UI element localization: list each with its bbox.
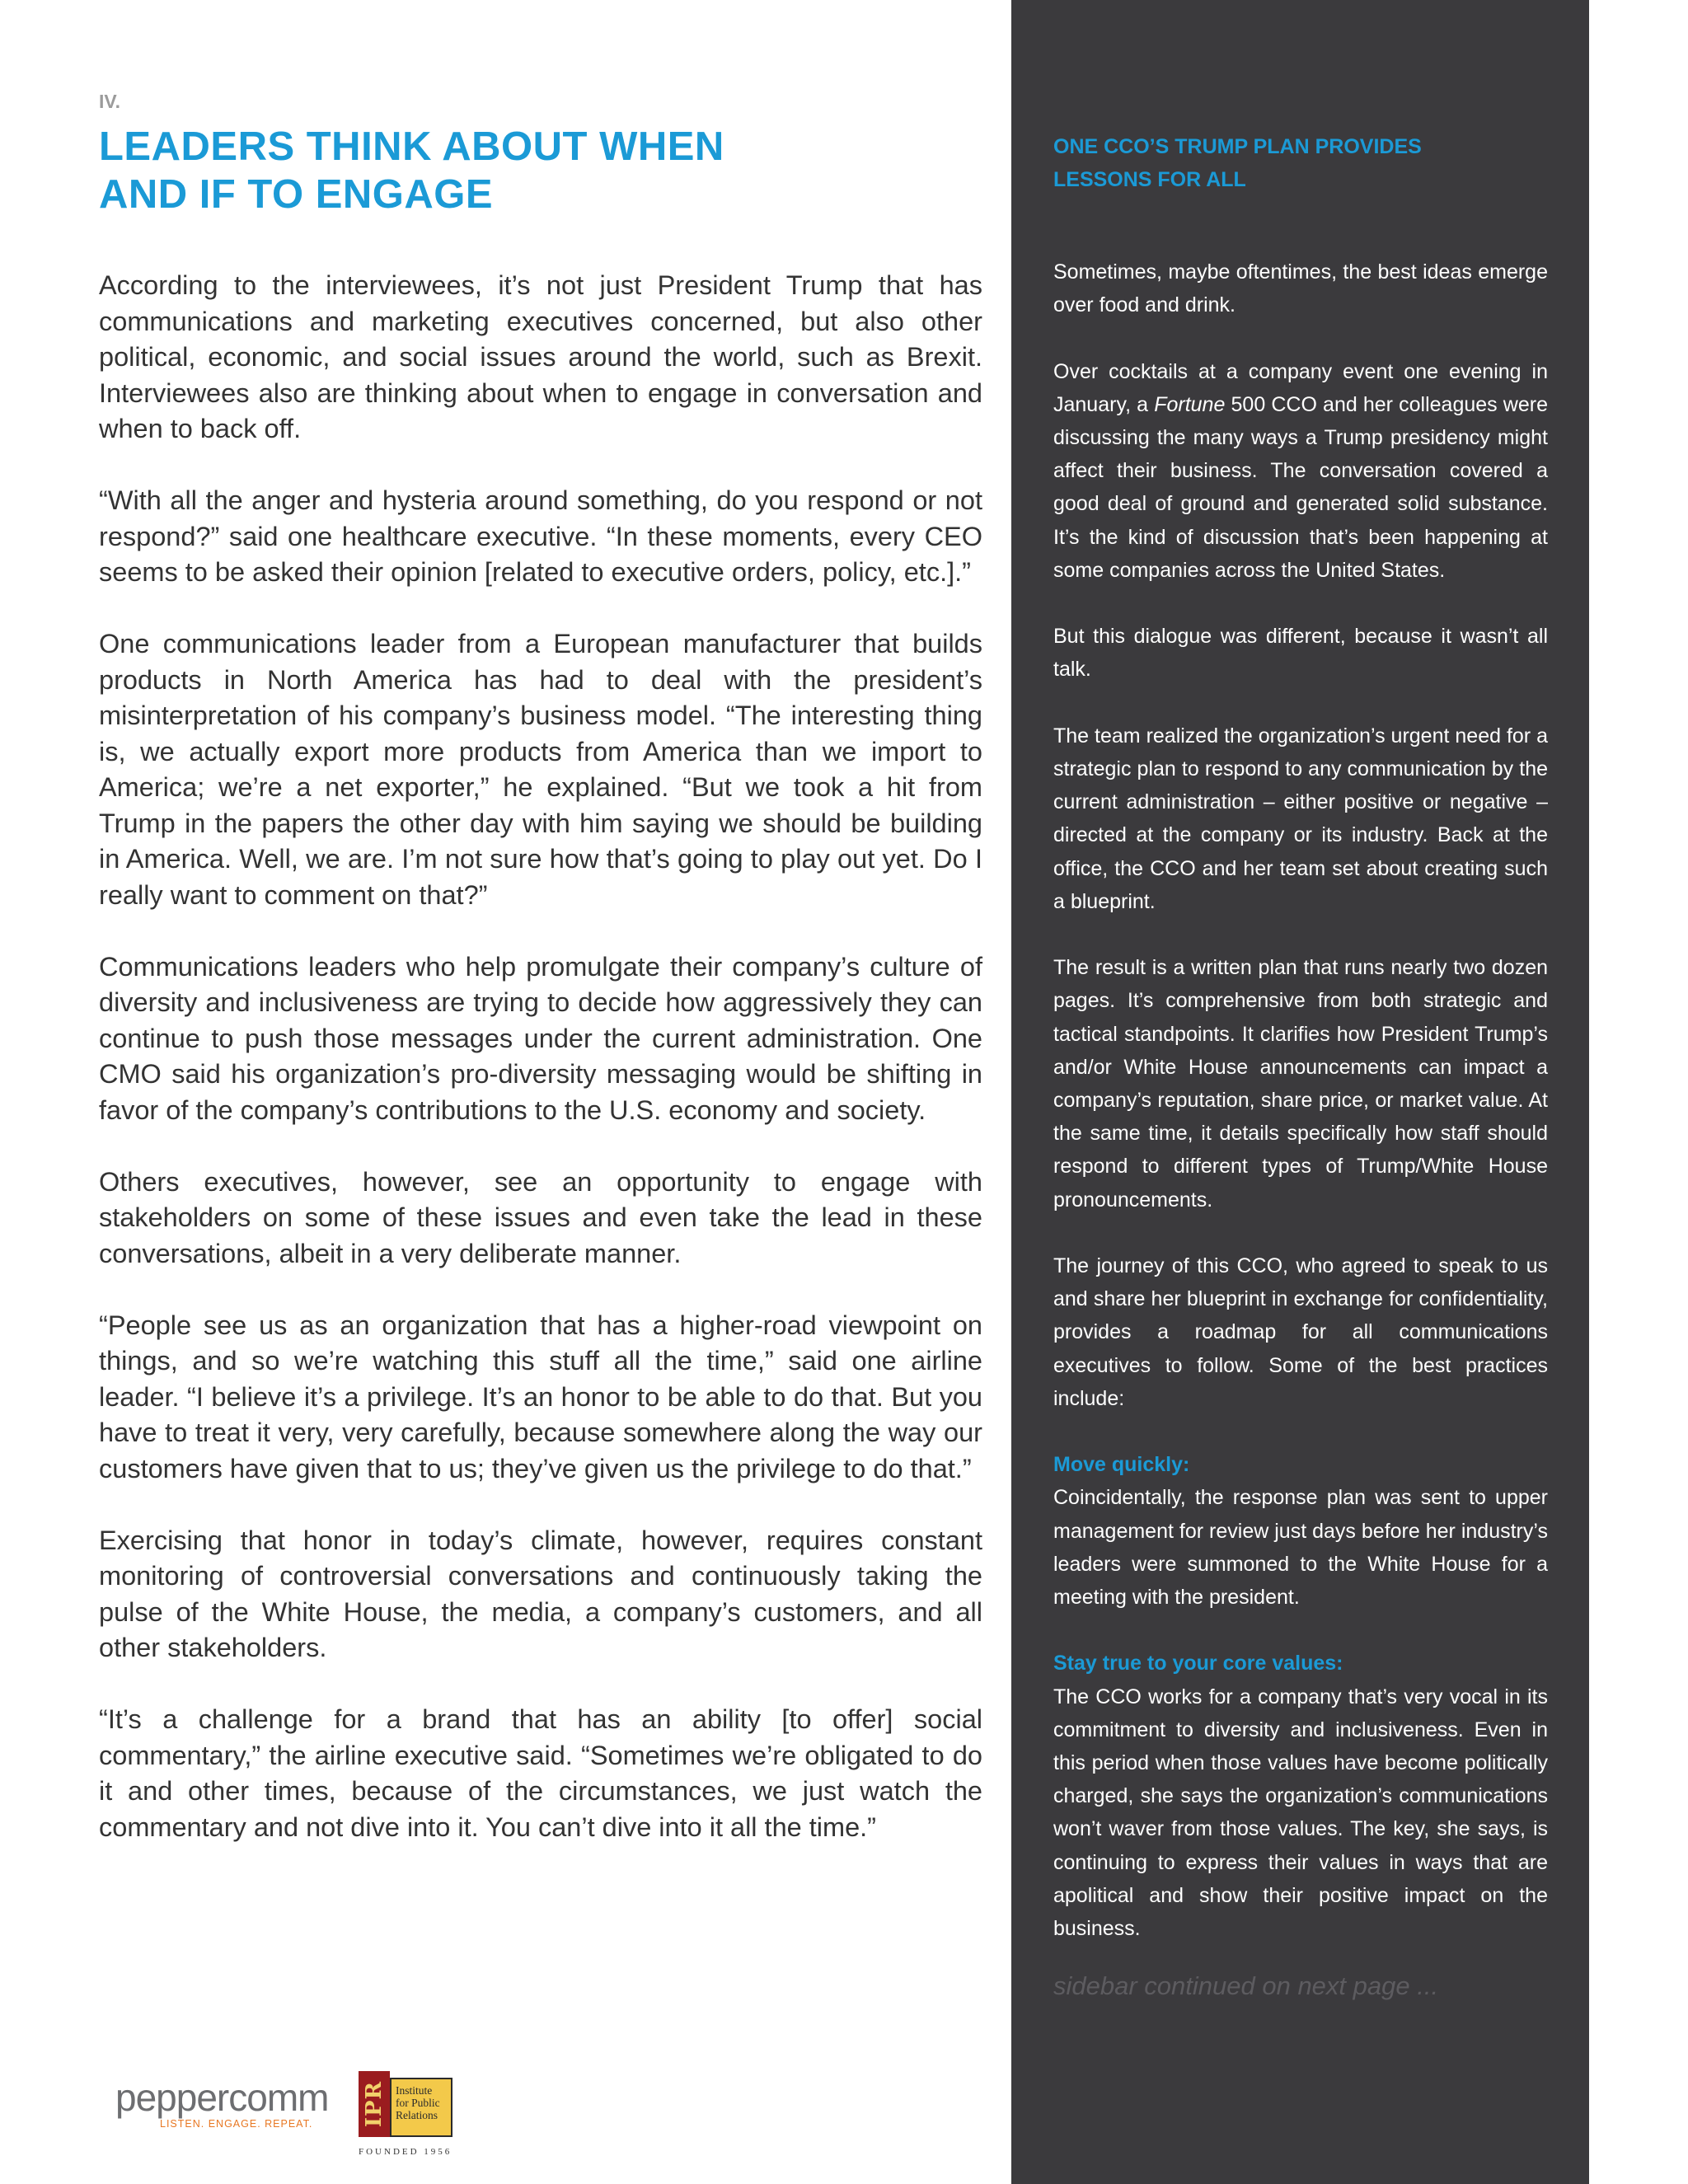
sidebar-subheading: Move quickly:	[1053, 1453, 1190, 1477]
sidebar-paragraph: The journey of this CCO, who agreed to speak to us and share her blueprint in exchange for confidentiality, provides a roadmap for all communications executives to follow. Some of the best practices include:	[1053, 1254, 1548, 1410]
sidebar-subheading: Stay true to your core values:	[1053, 1652, 1343, 1675]
body-paragraph: Exercising that honor in today’s climate, however, requires constant monitoring of controversial conversations and continuously taking the pulse of the White House, the media, a company’s customers, and all other stakeholders.	[99, 1525, 982, 1662]
ipr-name-line2: for Public	[396, 2097, 440, 2109]
sidebar-paragraph	[1053, 355, 1548, 587]
page-title	[99, 123, 982, 218]
page-title-line2: AND IF TO ENGAGE	[99, 172, 494, 217]
peppercomm-wordmark: peppercomm	[115, 2076, 329, 2119]
sidebar-text: 500 CCO and her colleagues were discussing the many ways a Trump presidency might affect their business. The conversation covered a good deal of ground and generated solid substance. It’s the kind of discussion that’s been happening at some companies across the United States.	[1053, 392, 1548, 582]
peppercomm-logo	[115, 2076, 330, 2136]
body-paragraph: “It’s a challenge for a brand that has an ability [to offer] social commentary,” the airline executive said. “Sometimes we’re obligated to do it and other times, because of the circumstances, we just watch the commentary and not dive into it. You can’t dive into it all the time.”	[99, 1704, 982, 1842]
sidebar-text: Over cocktails at a company event one evening in January, a	[1053, 359, 1548, 416]
sidebar-paragraph: The team realized the organization’s urgent need for a strategic plan to respond to any communication by the current administration – either positive or negative – directed at the company or its industry. Back at the office, the CCO and her team set about creating such a blueprint.	[1053, 724, 1548, 913]
body-paragraph: One communications leader from a European manufacturer that builds products in North America has had to deal with the president’s misinterpretation of his company’s business model. “The interesting thing is, we actually export more products from America than we import to America; we’re a net exporter,” he explained. “But we took a hit from Trump in the papers the other day with him saying we should be building in America. Well, we are. I’m not sure how that’s going to play out yet. Do I really want to comment on that?”	[99, 629, 982, 910]
ipr-logo	[357, 2069, 464, 2160]
continued-note: sidebar continued on next page ...	[1053, 1971, 1439, 2001]
body-paragraph: Others executives, however, see an opportunity to engage with stakeholders on some of these issues and even take the lead in these conversations, albeit in a very deliberate manner.	[99, 1166, 982, 1268]
sidebar-title	[1053, 130, 1515, 196]
sidebar-title-line1: ONE CCO’S TRUMP PLAN PROVIDES	[1053, 135, 1422, 158]
body-paragraph: Communications leaders who help promulgate their company’s culture of diversity and inclusiveness are trying to decide how aggressively they can continue to push those messages under the current administration. One CMO said his organization’s pro-diversity messaging would be shifting in favor of the company’s contributions to the U.S. economy and society.	[99, 951, 982, 1125]
sidebar-paragraph: Sometimes, maybe oftentimes, the best ideas emerge over food and drink.	[1053, 260, 1548, 317]
ipr-name-line3: Relations	[396, 2109, 438, 2121]
ipr-founded: FOUNDED 1956	[359, 2147, 452, 2157]
body-paragraph: “With all the anger and hysteria around something, do you respond or not respond?” said one healthcare executive. “In these moments, every CEO seems to be asked their opinion [related to executive orders, policy, etc.].”	[99, 485, 982, 587]
body-paragraph: According to the interviewees, it’s not just President Trump that has communications and marketing executives concerned, but also other political, economic, and social issues around the world, such as Brexit. Interviewees also are thinking about when to engage in conversation and when to back off.	[99, 270, 982, 443]
sidebar-content	[1053, 130, 1548, 2001]
ipr-emblem	[357, 2069, 453, 2140]
fortune-italic: Fortune	[1154, 392, 1226, 416]
ipr-name-line1: Institute	[396, 2084, 433, 2097]
sidebar-paragraph: The CCO works for a company that’s very vocal in its commitment to diversity and inclusiveness. Even in this period when those values have become politically charged, she says the organization’s communications won’t waver from those values. The key, she says, is continuing to express their values in ways that are apolitical and show their positive impact on the business.	[1053, 1685, 1548, 1941]
ipr-name-block	[390, 2078, 452, 2137]
sidebar-paragraph: But this dialogue was different, because it wasn’t all talk.	[1053, 625, 1548, 682]
main-column	[99, 91, 982, 1882]
sidebar-paragraph: Coincidentally, the response plan was sent to upper management for review just days before her industry’s leaders were summoned to the White House for a meeting with the president.	[1053, 1486, 1548, 1610]
body-paragraph: “People see us as an organization that has a higher-road viewpoint on things, and so we’re watching this stuff all the time,” said one airline leader. “I believe it’s a privilege. It’s an honor to be able to do that. But you have to treat it very, very carefully, because somewhere along the way our customers have given that to us; they’ve given us the privilege to do that.”	[99, 1310, 982, 1483]
sidebar	[1011, 0, 1589, 2184]
ipr-letters: IPR	[362, 2080, 387, 2128]
page-title-line1: LEADERS THINK ABOUT WHEN	[99, 124, 724, 169]
sidebar-paragraph: The result is a written plan that runs nearly two dozen pages. It’s comprehensive from both strategic and tactical standpoints. It clarifies how President Trump’s and/or White House announcements can impact a company’s reputation, share price, or market value. At the same time, it details specifically how staff should respond to different types of Trump/White House pronouncements.	[1053, 956, 1548, 1212]
sidebar-title-line2: LESSONS FOR ALL	[1053, 168, 1246, 191]
peppercomm-tagline: LISTEN. ENGAGE. REPEAT.	[160, 2118, 313, 2130]
ipr-letters-block	[359, 2071, 390, 2137]
section-number: IV.	[99, 91, 121, 112]
